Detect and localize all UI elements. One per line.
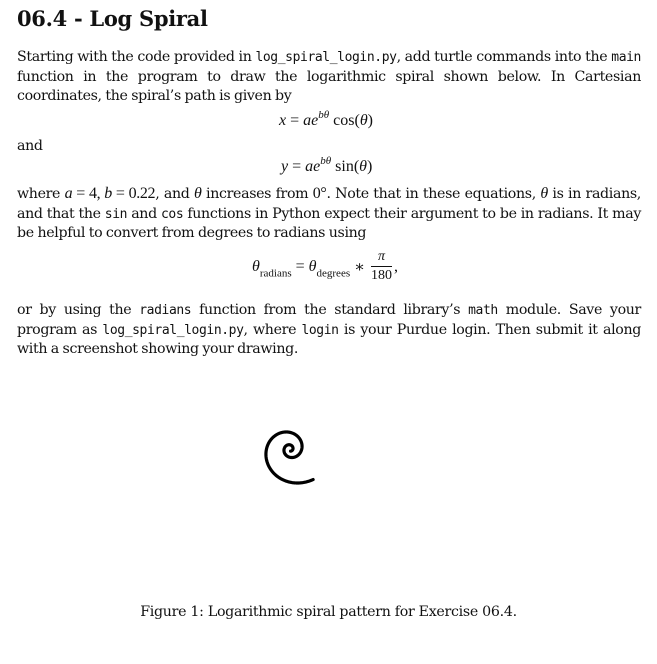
- math-function: cos(: [329, 112, 360, 129]
- code-cos: cos: [160, 206, 184, 222]
- text: , and: [155, 186, 195, 202]
- log-spiral-curve: [266, 432, 313, 483]
- code-sin: sin: [104, 206, 128, 222]
- math-var: θ: [194, 185, 202, 202]
- fraction-denominator: 180: [370, 268, 392, 283]
- math-text: ∗: [350, 259, 369, 276]
- intro-text: function in the program to draw the logarithmic spiral shown below. In Cartesian coordinates, the spiral’s path is given by: [17, 68, 641, 104]
- code-main: main: [611, 50, 641, 65]
- text: module. Save your program as: [17, 302, 641, 338]
- equation-y: $y = ae^{b\theta}$ sin(θ): [281, 155, 373, 175]
- text: increases from: [201, 186, 313, 202]
- math-text: =: [291, 258, 309, 275]
- math-var: b: [104, 185, 112, 202]
- figure-caption: Figure 1: Logarithmic spiral pattern for Exercise 06.4.: [140, 604, 517, 620]
- intro-text: , add turtle commands into the: [396, 49, 612, 65]
- math-exponent: bθ: [318, 109, 330, 121]
- code-filename: log_spiral_login.py: [255, 50, 397, 65]
- math-text: = 4,: [72, 185, 105, 202]
- math-var: θ: [359, 112, 368, 129]
- math-text: 0°: [312, 185, 327, 202]
- text: where: [17, 186, 65, 202]
- code-math: math: [468, 303, 498, 318]
- math-function: sin(: [331, 158, 360, 175]
- math-var: a: [64, 185, 73, 202]
- text: . Note that in these equations,: [326, 186, 541, 202]
- math-var: θ: [308, 258, 317, 275]
- page-title: 06.4 - Log Spiral: [17, 6, 208, 31]
- fraction-numerator: π: [371, 250, 392, 267]
- intro-text: Starting with the code provided in: [17, 49, 256, 65]
- math-var: θ: [359, 158, 368, 175]
- math-var: ae: [305, 158, 321, 175]
- math-var: θ: [540, 185, 548, 202]
- equation-x: $x = ae^{b\theta}$ cos(θ): [279, 109, 373, 129]
- math-var: ae: [303, 112, 319, 129]
- code-filename: log_spiral_login.py: [102, 322, 244, 338]
- math-paren: ): [367, 158, 373, 175]
- math-exponent: bθ: [320, 155, 332, 167]
- and-text: and: [17, 138, 43, 154]
- math-var: y: [281, 158, 289, 175]
- code-radians: radians: [139, 303, 192, 318]
- text: function from the standard library’s: [191, 302, 469, 318]
- text: is in radians, and that the: [17, 186, 641, 222]
- text: functions in Python expect their argument to be in radians. It may be helpful to convert from degrees to radians using: [17, 205, 642, 241]
- text: , where: [243, 321, 302, 338]
- math-text: ,: [393, 258, 398, 275]
- math-subscript: degrees: [316, 267, 351, 280]
- math-var: θ: [252, 258, 260, 275]
- math-paren: ): [367, 112, 373, 129]
- math-text: = 0.22: [111, 185, 156, 202]
- math-var: x: [279, 112, 287, 129]
- text: is your Purdue login. Then submit it along with a screenshot showing your drawing.: [17, 321, 641, 357]
- math-subscript: radians: [259, 267, 292, 280]
- code-login: login: [301, 322, 339, 338]
- text: or by using the: [17, 302, 140, 318]
- text: and: [127, 205, 161, 222]
